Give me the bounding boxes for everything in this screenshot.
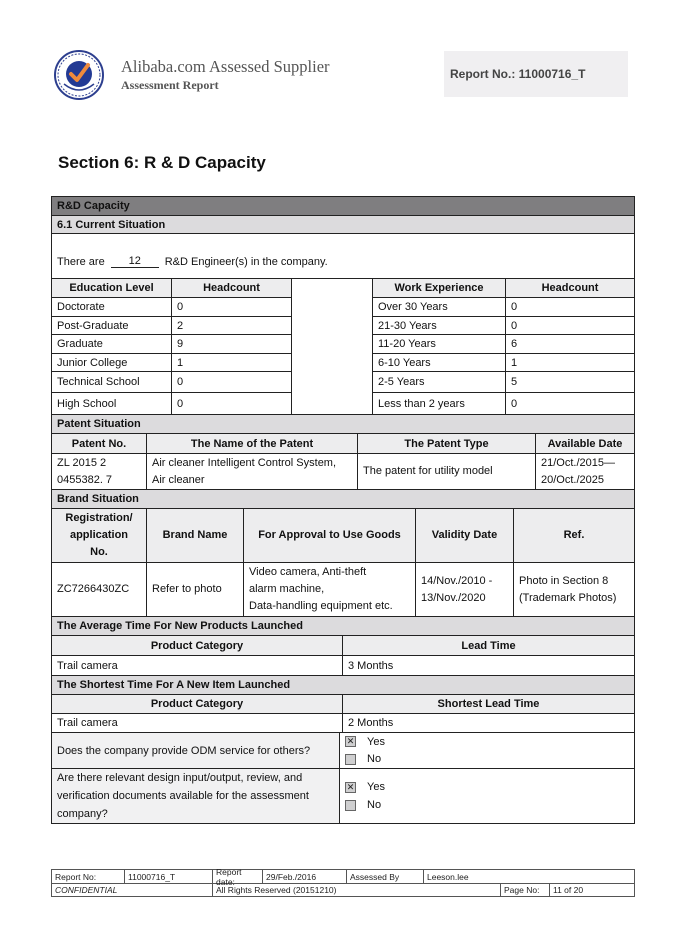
text-line: alarm machine,	[249, 583, 325, 595]
text-line: 20/Oct./2025	[541, 473, 604, 486]
text-line: (Trademark Photos)	[519, 591, 617, 604]
text-line: 21/Oct./2015—	[541, 456, 615, 469]
text-line: Video camera, Anti-theft	[249, 566, 367, 578]
band-title: R&D Capacity	[57, 200, 130, 212]
column-header: Education Level	[52, 279, 172, 297]
table-header	[52, 636, 634, 656]
rights-text: All Rights Reserved (20151210)	[213, 884, 501, 896]
experience-range: 6-10 Years	[373, 354, 506, 371]
table-row	[373, 354, 634, 372]
text-line: Photo in Section 8	[519, 574, 609, 587]
text-line: No.	[90, 546, 108, 558]
column-header: Available Date	[547, 437, 623, 450]
shortest-time-band	[52, 676, 634, 695]
table-row	[52, 335, 291, 354]
text-line: verification documents available for the assessment	[57, 790, 309, 802]
band-title: The Shortest Time For A New Item Launched	[57, 679, 291, 691]
product-category: Trail camera	[52, 714, 343, 732]
patent-type: The patent for utility model	[358, 454, 536, 489]
product-category: Trail camera	[52, 656, 343, 675]
table-row	[52, 354, 291, 372]
headcount: 1	[177, 356, 184, 369]
text-line: Registration/	[65, 512, 133, 524]
band-title: The Average Time For New Products Launched	[57, 620, 303, 632]
headcount: 0	[511, 397, 518, 410]
supplier-assessment-seal-icon	[54, 50, 104, 100]
table-row	[52, 393, 291, 414]
engineers-count-field: 12	[111, 255, 159, 268]
lead-time: 3 Months	[348, 659, 394, 672]
report-number-box: Report No.: 11000716_T	[444, 51, 628, 97]
page-footer	[51, 866, 635, 897]
column-header: Headcount	[203, 282, 260, 294]
option-label: No	[367, 799, 382, 811]
education-level: Junior College	[52, 354, 172, 371]
question-text: Does the company provide ODM service for others?	[52, 733, 340, 768]
report-no-value: 11000716_T	[125, 870, 213, 883]
column-header: For Approval to Use Goods	[244, 509, 416, 562]
headcount: 1	[511, 356, 518, 369]
report-no-label: Report No:	[52, 870, 125, 883]
engineers-prefix: There are	[57, 256, 105, 268]
page-no-label: Page No:	[501, 884, 550, 896]
headcount: 0	[511, 319, 518, 332]
column-header: Brand Name	[147, 509, 244, 562]
education-level: Doctorate	[52, 298, 172, 316]
table-row	[52, 656, 634, 676]
option-no[interactable]	[345, 796, 381, 814]
current-situation-band	[52, 216, 634, 234]
table-row	[52, 714, 634, 733]
table-header	[52, 695, 634, 714]
headcount: 2	[177, 319, 184, 332]
table-row	[373, 372, 634, 393]
checked-checkbox-icon[interactable]	[345, 782, 356, 793]
column-header: Work Experience	[373, 279, 506, 297]
option-label: Yes	[367, 781, 385, 793]
answer-options	[340, 733, 634, 768]
text-line: company?	[57, 808, 108, 820]
option-yes[interactable]	[345, 733, 385, 751]
band-title: 6.1 Current Situation	[57, 218, 166, 231]
staff-breakdown	[52, 279, 634, 415]
education-table	[52, 279, 291, 414]
column-header: Validity Date	[416, 509, 514, 562]
column-header: Headcount	[541, 282, 599, 294]
report-date-label: Report date:	[213, 870, 263, 883]
table-row	[52, 317, 291, 335]
education-level: Technical School	[52, 372, 172, 392]
table-row	[373, 393, 634, 414]
headcount: 0	[177, 376, 184, 388]
text-line: Are there relevant design input/output, review, and	[57, 772, 303, 784]
page-no-value: 11 of 20	[553, 885, 584, 895]
text-line: 13/Nov./2020	[421, 591, 486, 604]
brand-subtitle: Assessment Report	[121, 78, 219, 92]
rd-capacity-band	[52, 197, 634, 216]
education-level: High School	[52, 393, 172, 414]
headcount: 9	[177, 338, 184, 350]
option-no[interactable]	[345, 751, 381, 769]
question-text	[52, 769, 340, 823]
table-row	[373, 298, 634, 317]
text-line: application	[69, 529, 129, 541]
text-line: ZL 2015 2	[57, 456, 107, 469]
validity-date	[416, 563, 514, 616]
unchecked-checkbox-icon[interactable]	[345, 800, 356, 811]
experience-range: 11-20 Years	[373, 335, 506, 353]
headcount: 0	[511, 301, 518, 313]
brand-situation-band	[52, 490, 634, 509]
question-row-odm	[52, 733, 634, 769]
column-header: Product Category	[52, 695, 343, 713]
headcount: 5	[511, 376, 518, 388]
checked-checkbox-icon[interactable]	[345, 736, 356, 747]
column-header: Lead Time	[461, 639, 516, 652]
table-row	[52, 372, 291, 393]
column-header: Shortest Lead Time	[437, 698, 540, 710]
reference	[514, 563, 634, 616]
footer-row-2	[52, 883, 634, 896]
report-date-value: 29/Feb./2016	[263, 870, 347, 883]
text-line: 14/Nov./2010 -	[421, 574, 493, 587]
shortest-lead-time: 2 Months	[348, 717, 394, 729]
column-header: The Patent Type	[358, 434, 536, 453]
headcount: 6	[511, 338, 518, 350]
answer-options	[340, 769, 634, 823]
experience-table	[373, 279, 634, 414]
table-row	[373, 335, 634, 354]
band-title: Brand Situation	[57, 493, 139, 505]
unchecked-checkbox-icon[interactable]	[345, 754, 356, 765]
experience-range: Over 30 Years	[373, 298, 506, 316]
education-level: Graduate	[52, 335, 172, 353]
education-level: Post-Graduate	[52, 317, 172, 334]
option-label: Yes	[367, 735, 385, 748]
footer-row-1	[52, 866, 634, 887]
table-row	[52, 454, 634, 490]
experience-range: 21-30 Years	[373, 317, 506, 334]
experience-range: 2-5 Years	[373, 372, 506, 392]
table-row	[52, 563, 634, 617]
headcount: 0	[177, 397, 184, 410]
patent-number	[52, 454, 147, 489]
patent-situation-band	[52, 415, 634, 434]
average-time-band	[52, 617, 634, 636]
column-header: The Name of the Patent	[147, 434, 358, 453]
band-title: Patent Situation	[57, 418, 141, 430]
spacer-column	[291, 279, 373, 414]
question-row-design-docs	[52, 769, 634, 824]
text-line: Air cleaner Intelligent Control System,	[152, 456, 337, 469]
column-header: Product Category	[52, 636, 343, 655]
approved-goods	[244, 563, 416, 616]
column-header: Ref.	[563, 529, 585, 541]
engineer-count-line	[52, 234, 634, 279]
option-label: No	[367, 753, 382, 766]
available-date	[536, 454, 634, 489]
rd-capacity-form	[51, 196, 635, 824]
experience-range: Less than 2 years	[373, 393, 506, 414]
column-header: Patent No.	[52, 434, 147, 453]
patent-name	[147, 454, 358, 489]
text-line: Air cleaner	[152, 473, 205, 486]
table-header	[52, 279, 291, 298]
brand-block	[121, 57, 330, 93]
option-yes[interactable]	[345, 778, 385, 796]
brand-name: Refer to photo	[147, 563, 244, 616]
page-title: Section 6: R & D Capacity	[58, 153, 266, 172]
assessed-by-value: Leeson.lee	[427, 871, 469, 882]
table-row	[52, 298, 291, 317]
text-line: Data-handling equipment etc.	[249, 600, 393, 612]
brand-title: Alibaba.com Assessed Supplier	[121, 57, 330, 76]
column-header	[52, 509, 147, 562]
table-row	[373, 317, 634, 335]
table-header	[52, 434, 634, 454]
table-header	[52, 509, 634, 563]
confidential-label: CONFIDENTIAL	[52, 884, 213, 896]
engineers-suffix: R&D Engineer(s) in the company.	[164, 256, 328, 268]
table-header	[373, 279, 634, 298]
headcount: 0	[177, 301, 184, 313]
registration-number: ZC7266430ZC	[52, 563, 147, 616]
text-line: 0455382. 7	[57, 473, 113, 486]
assessed-by-label: Assessed By	[347, 870, 424, 883]
